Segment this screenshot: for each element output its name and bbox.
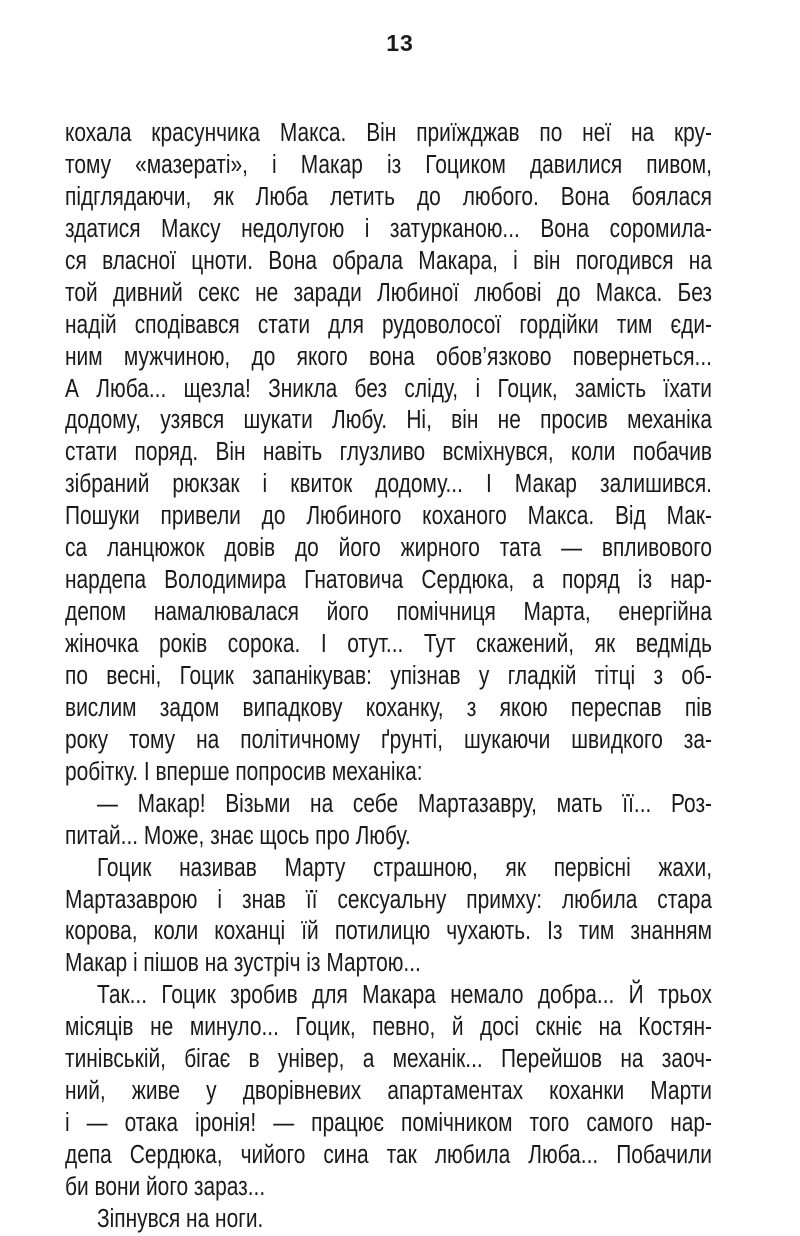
- text-line: [65, 916, 712, 948]
- text-line-content: надій сподівався стати для рудоволосої гордійки тим єди-: [65, 310, 712, 339]
- text-line-content: ний, живе у дворівневих апартаментах коханки Марти: [65, 1077, 712, 1106]
- text-line: [65, 469, 712, 501]
- text-line-content: робітку. І вперше попросив механіка:: [65, 757, 423, 786]
- text-line: [65, 693, 712, 725]
- body-text: [65, 118, 712, 1236]
- text-line-content: жіночка років сорока. І отут... Тут скажений, як ведмідь: [65, 630, 712, 658]
- text-line: [65, 980, 712, 1012]
- text-line-content: Макар і пішов на зустріч із Мартою...: [65, 949, 421, 978]
- text-line-content: депа Сердюка, чийого сина так любила Люба... Побачили: [65, 1141, 712, 1169]
- text-line-content: тому «мазераті», і Макар із Гоциком давилися пивом,: [65, 150, 712, 179]
- text-line-content: Так... Гоцик зробив для Макара немало добра... Й трьох: [97, 981, 712, 1010]
- text-line: [65, 789, 712, 821]
- text-line-content: кохала красунчика Макса. Він приїжджав по неї на кру-: [65, 119, 712, 147]
- text-line-content: Мартазаврою і знав її сексуальну примху: любила стара: [65, 885, 712, 914]
- text-line: [65, 310, 712, 342]
- text-line-content: Зіпнувся на ноги.: [97, 1204, 264, 1233]
- text-line: [65, 1108, 712, 1140]
- text-line: [65, 885, 712, 917]
- text-line: [65, 757, 712, 789]
- text-line: [65, 118, 712, 150]
- text-line-content: року тому на політичному ґрунті, шукаючи швидкого за-: [65, 725, 712, 754]
- text-line: [65, 1140, 712, 1172]
- text-line-content: вислим задом випадкову коханку, з якою переспав пів: [65, 693, 712, 722]
- text-line: [65, 629, 712, 661]
- text-line: [65, 150, 712, 182]
- text-line-content: Пошуки привели до Любиного коханого Макса. Від Мак-: [65, 502, 712, 531]
- text-line: [65, 1172, 712, 1204]
- text-line-content: нардепа Володимира Гнатовича Сердюка, а поряд із нар-: [65, 566, 712, 595]
- text-line: [65, 405, 712, 437]
- text-line-content: А Люба... щезла! Зникла без сліду, і Гоцик, замість їхати: [65, 374, 712, 403]
- text-line-content: зібраний рюкзак і квиток додому... І Макар залишився.: [65, 470, 712, 499]
- text-line-content: і — отака іронія! — працює помічником того самого нар-: [65, 1109, 712, 1138]
- text-line-content: питай... Може, знає щось про Любу.: [65, 821, 411, 850]
- text-line: [65, 1076, 712, 1108]
- text-line-content: здатися Максу недолугою і затурканою... Вона соромила-: [65, 214, 712, 243]
- text-line: [65, 1204, 712, 1236]
- text-line: [65, 246, 712, 278]
- text-line: [65, 1012, 712, 1044]
- text-line-content: підглядаючи, як Люба летить до любого. Вона боялася: [65, 182, 712, 211]
- text-line-content: додому, узявся шукати Любу. Ні, він не просив механіка: [65, 406, 712, 435]
- page-number: 13: [386, 30, 414, 56]
- text-line: [65, 342, 712, 374]
- text-line: [65, 533, 712, 565]
- text-line: [65, 1044, 712, 1076]
- text-line: [65, 374, 712, 406]
- text-line-content: ся власної цноти. Вона обрала Макара, і він погодився на: [65, 246, 712, 275]
- text-line-content: той дивний секс не заради Любиної любові до Макса. Без: [65, 278, 712, 307]
- text-line: [65, 597, 712, 629]
- text-line: [65, 565, 712, 597]
- text-line: [65, 501, 712, 533]
- text-line: [65, 661, 712, 693]
- text-line-content: би вони його зараз...: [65, 1172, 266, 1201]
- text-line: [65, 214, 712, 246]
- text-line: [65, 821, 712, 853]
- text-line-content: стати поряд. Він навіть глузливо всміхнувся, коли побачив: [65, 438, 712, 467]
- text-line-content: ним мужчиною, до якого вона обов’язково повернеться...: [65, 342, 712, 371]
- text-line-content: корова, коли коханці їй потилицю чухають. Із тим знанням: [65, 917, 712, 946]
- text-line-content: депом намалювалася його помічниця Марта, енергійна: [65, 598, 712, 627]
- text-line: [65, 437, 712, 469]
- text-line-content: са ланцюжок довів до його жирного тата — впливового: [65, 534, 712, 563]
- text-line-content: тинівській, бігає в універ, а механік... Перейшов на заоч-: [65, 1045, 712, 1074]
- text-line: [65, 948, 712, 980]
- text-line: [65, 182, 712, 214]
- text-line-content: місяців не минуло... Гоцик, певно, й досі скніє на Костян-: [65, 1013, 712, 1042]
- text-line: [65, 725, 712, 757]
- text-line: [65, 853, 712, 885]
- text-line-content: — Макар! Візьми на себе Мартазавру, мать її... Роз-: [97, 789, 712, 818]
- text-line-content: по весні, Гоцик запанікував: упізнав у гладкій тітці з об-: [65, 661, 712, 690]
- text-line: [65, 278, 712, 310]
- text-line-content: Гоцик називав Марту страшною, як первісні жахи,: [97, 853, 712, 882]
